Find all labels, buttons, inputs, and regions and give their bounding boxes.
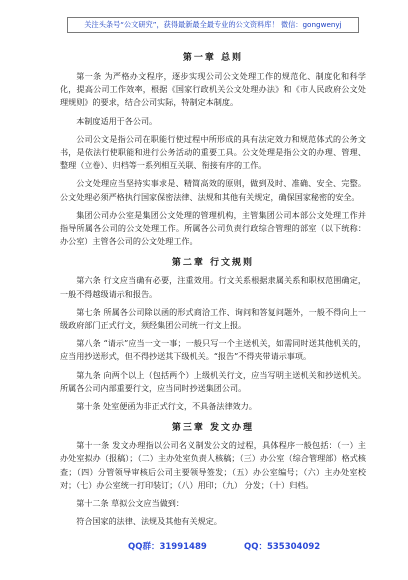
article-11: 第十一条 发文办理指以公司名义制发公文的过程，具体程序一般包括：（一）主办处室拟办（报稿）；（二）主办处室负责人核稿；（三）办公室（综合管理部）格式核查；（四）分管领导审核后公司主要领导签发；（五）办公室编号；（六）主办处室校对；（七）办公室统一打印装订；（八）用印；（九） 分发；（十）归档。	[60, 440, 366, 490]
article-8: 第八条 “请示”应当一文一事；一般只写一个主送机关，如需同时送其他机关的，应当用抄送形式，但不得抄送其下级机关。“报告”不得夹带请示事项。	[60, 338, 366, 362]
promo-banner: 关注头条号“公文研究”，获得最新最全最专业的公文资料库！ 微信：gongwenyj	[67, 17, 359, 33]
paragraph-scope: 本制度适用于各公司。	[76, 115, 158, 126]
chapter-heading-2: 第二章 行文规则	[171, 258, 255, 269]
article-1: 第一条 为严格办文程序，逐步实现公司公文处理工作的规范化、制度化和科学化，提高公司工作效率，根据《国家行政机关公文处理办法》和《市人民政府公文处理规则》的要求，结合公司实际，特制定本制度。	[60, 71, 366, 108]
paragraph-management: 集团公司办公室是集团公文处理的管理机构，主管集团公司本部公文处理工作并指导所属各公司的公文处理工作。所属各公司负责行政综合管理的部室（以下统称：办公室）主管各公司的公文处理工作。	[60, 209, 366, 247]
article-9: 第九条 向两个以上（包括两个）上级机关行文，应当写明主送机关和抄送机关。所属各公司内部重要行文，应当同时抄送集团公司。	[60, 369, 366, 393]
article-12: 第十二条 草拟公文应当做到：	[76, 498, 184, 509]
paragraph-definition: 公司公文是指公司在职能行使过程中所形成的具有法定效力和规范体式的公务文书，是依法行使职能和进行公务活动的重要工具。公文处理是指公文的办理、管理、整理（立卷）、归档等一系列相互关联、衔接有序的工作。	[60, 133, 366, 171]
article-10: 第十条 处室便函为非正式行文，不具备法律效力。	[76, 401, 257, 412]
paragraph-compliance: 符合国家的法律、法规及其他有关规定。	[76, 516, 222, 527]
article-7: 第七条 所属各公司除以函的形式商洽工作、询问和答复问题外，一般不得向上一级政府部门正式行文，须经集团公司统一行文上报。	[60, 306, 366, 331]
qq-group-number: QQ群：31991489	[128, 542, 207, 552]
footer-contact	[0, 540, 408, 554]
qq-number: QQ：535304092	[244, 542, 321, 552]
chapter-heading-1: 第一章 总则	[182, 53, 244, 63]
document-body	[60, 52, 366, 533]
article-6: 第六条 行文应当确有必要，注重效用。行文关系根据隶属关系和职权范围确定，一般不得越级请示和报告。	[60, 275, 366, 299]
chapter-heading-3: 第三章 发文办理	[171, 423, 255, 434]
paragraph-principles: 公文处理应当坚持实事求是、精简高效的原则，做到及时、准确、安全、完整。公文处理必须严格执行国家保密法律、法规和其他有关规定，确保国家秘密的安全。	[60, 178, 366, 202]
